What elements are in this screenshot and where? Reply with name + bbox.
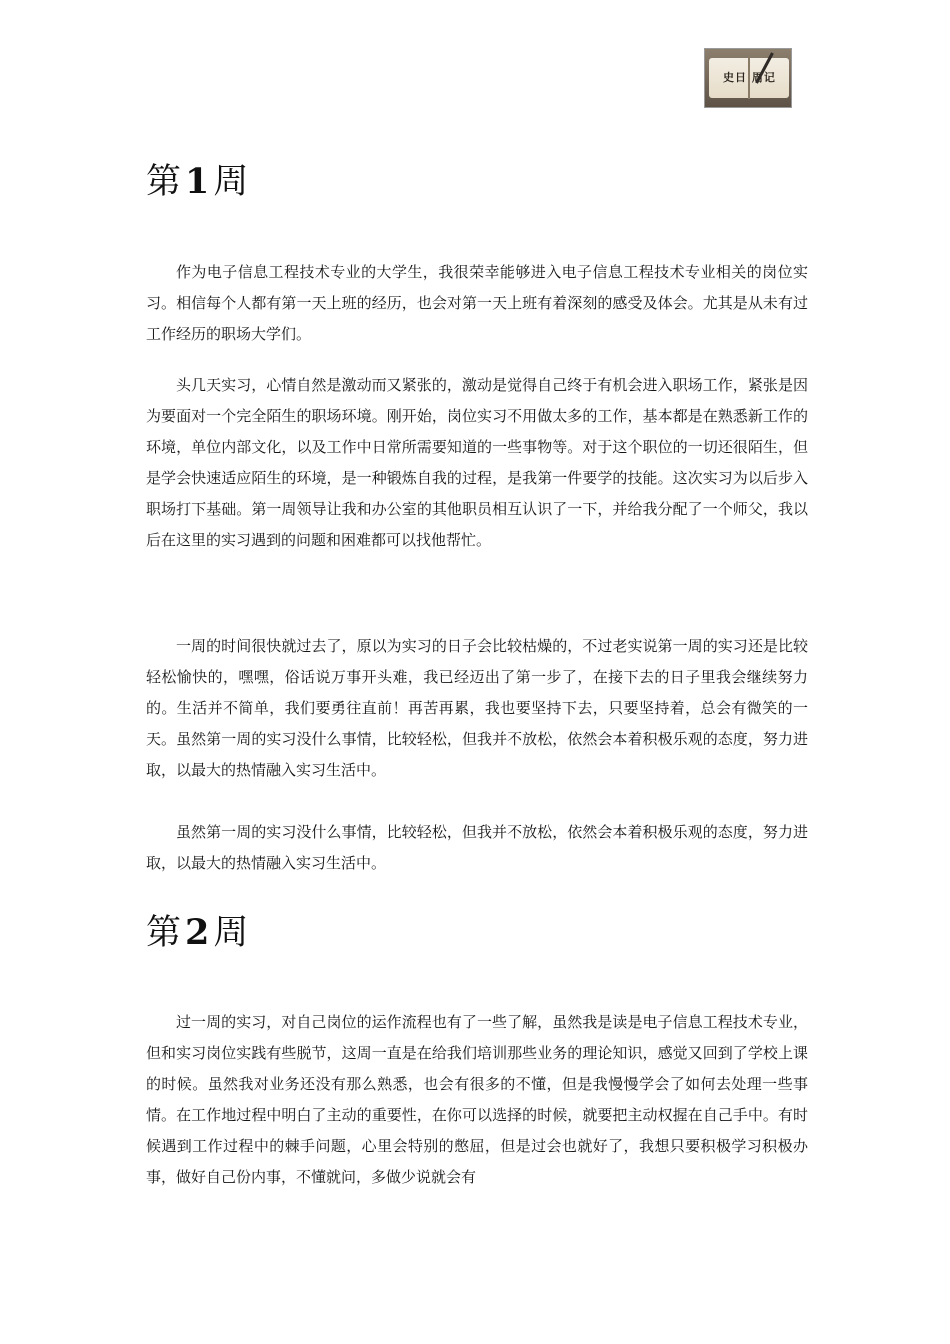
week-2-heading-suffix: 周 bbox=[213, 913, 249, 953]
week-2-heading-number: 2 bbox=[185, 912, 210, 953]
week-1-heading-suffix: 周 bbox=[213, 162, 249, 202]
week-1-heading-prefix: 第 bbox=[146, 162, 182, 202]
week-1-heading bbox=[146, 161, 249, 202]
logo-text: 史日 周记 bbox=[723, 71, 776, 84]
week-2-heading-prefix: 第 bbox=[146, 913, 182, 953]
week-1-paragraph-1: 作为电子信息工程技术专业的大学生，我很荣幸能够进入电子信息工程技术专业相关的岗位实习。相信每个人都有第一天上班的经历，也会对第一天上班有着深刻的感受及体会。尤其是从未有过工作经历的职场大学们。 bbox=[146, 263, 808, 343]
week-1-paragraph-4: 虽然第一周的实习没什么事情，比较轻松，但我并不放松，依然会本着积极乐观的态度，努力进取，以最大的热情融入实习生活中。 bbox=[146, 823, 808, 872]
week-2-paragraph-1: 过一周的实习，对自己岗位的运作流程也有了一些了解，虽然我是读是电子信息工程技术专业，但和实习岗位实践有些脱节，这周一直是在给我们培训那些业务的理论知识，感觉又回到了学校上课的时候。虽然我对业务还没有那么熟悉，也会有很多的不懂，但是我慢慢学会了如何去处理一些事情。在工作地过程中明白了主动的重要性，在你可以选择的时候，就要把主动权握在自己手中。有时候遇到工作过程中的棘手问题，心里会特别的憋屈，但是过会也就好了，我想只要积极学习积极办事，做好自己份内事，不懂就问，多做少说就会有 bbox=[146, 1013, 808, 1186]
week-1-heading-number: 1 bbox=[185, 161, 210, 202]
week-1-paragraph-2: 头几天实习，心情自然是激动而又紧张的，激动是觉得自己终于有机会进入职场工作，紧张是因为要面对一个完全陌生的职场环境。刚开始，岗位实习不用做太多的工作，基本都是在熟悉新工作的环境，单位内部文化，以及工作中日常所需要知道的一些事物等。对于这个职位的一切还很陌生，但是学会快速适应陌生的环境，是一种锻炼自我的过程，是我第一件要学的技能。这次实习为以后步入职场打下基础。第一周领导让我和办公室的其他职员相互认识了一下，并给我分配了一个师父，我以后在这里的实习遇到的问题和困难都可以找他帮忙。 bbox=[146, 376, 808, 549]
journal-logo-image bbox=[704, 48, 792, 108]
week-1-paragraph-3: 一周的时间很快就过去了，原以为实习的日子会比较枯燥的，不过老实说第一周的实习还是比较轻松愉快的，嘿嘿，俗话说万事开头难，我已经迈出了第一步了，在接下去的日子里我会继续努力的。生活并不简单，我们要勇往直前！再苦再累，我也要坚持下去，只要坚持着，总会有微笑的一天。虽然第一周的实习没什么事情，比较轻松，但我并不放松，依然会本着积极乐观的态度，努力进取，以最大的热情融入实习生活中。 bbox=[146, 637, 808, 779]
week-2-heading bbox=[146, 912, 249, 953]
